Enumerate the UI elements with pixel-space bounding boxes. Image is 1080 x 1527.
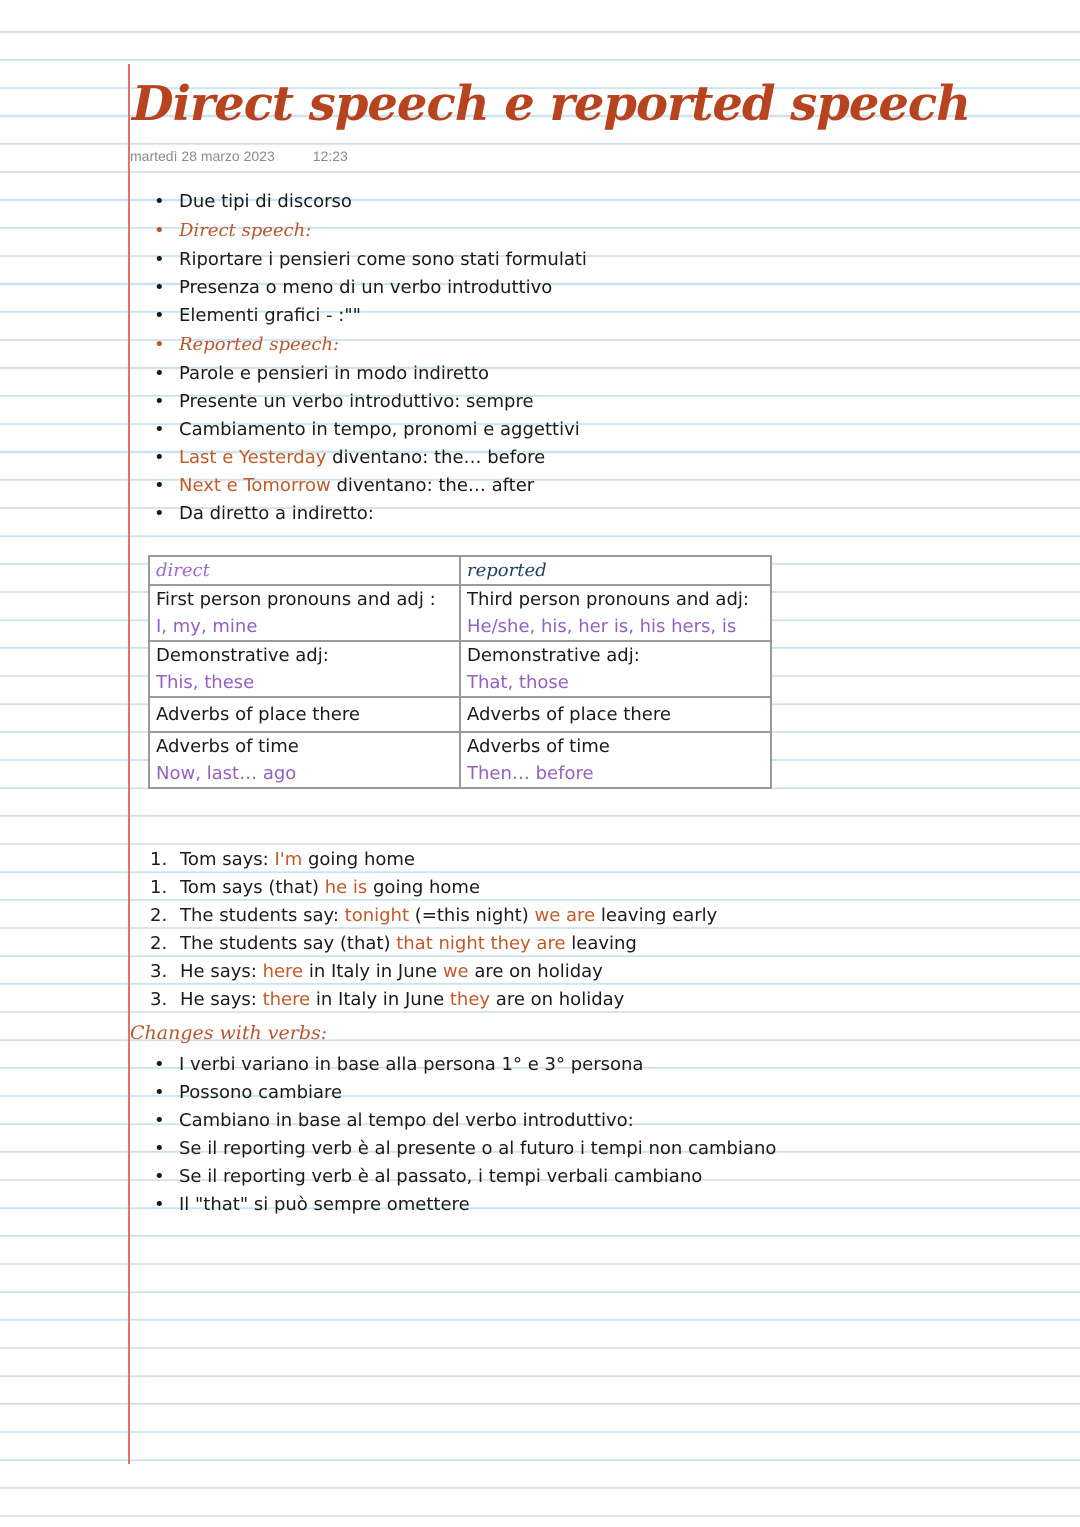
list-item: • Presente un verbo introduttivo: sempre <box>152 388 912 416</box>
list-item: • Riportare i pensieri come sono stati formulati <box>152 246 912 274</box>
example-text: He says: <box>180 989 263 1010</box>
highlighted-text: Last e Yesterday <box>179 447 327 468</box>
example-item <box>150 874 717 902</box>
verbs-bullet-list <box>152 1051 912 1219</box>
example-number: 1. <box>150 877 168 898</box>
table-cell <box>460 732 771 788</box>
table-header-direct: direct <box>149 556 460 585</box>
list-item: • Presenza o meno di un verbo introduttivo <box>152 274 912 302</box>
page-date: martedì 28 marzo 2023 <box>130 148 275 164</box>
list-item: • Due tipi di discorso <box>152 188 912 216</box>
table-cell <box>460 697 771 732</box>
example-text: going home <box>367 877 481 898</box>
section-heading: • Reported speech: <box>152 330 912 360</box>
highlighted-text: that night they are <box>396 933 566 954</box>
list-item: • Elementi grafici - :"" <box>152 302 912 330</box>
example-number: 3. <box>150 961 168 982</box>
example-text: are on holiday <box>490 989 625 1010</box>
cell-example: I, my, mine <box>156 616 258 637</box>
example-text: Tom says (that) <box>180 877 325 898</box>
cell-text: Demonstrative adj: <box>467 645 640 666</box>
example-text: going home <box>302 849 415 870</box>
highlighted-text: tonight <box>344 905 410 926</box>
table-cell <box>149 641 460 697</box>
table-header-reported: reported <box>460 556 771 585</box>
example-number: 2. <box>150 905 168 926</box>
page-time: 12:23 <box>312 148 348 164</box>
table-row <box>149 732 771 788</box>
section-heading: • Direct speech: <box>152 216 912 246</box>
notes-bullet-list <box>152 188 912 528</box>
list-item: • Il "that" si può sempre omettere <box>152 1191 912 1219</box>
highlighted-text: they <box>449 989 491 1010</box>
cell-text: Adverbs of time <box>467 736 610 757</box>
list-item <box>152 444 912 472</box>
example-item <box>150 986 717 1014</box>
example-text: leaving early <box>595 905 718 926</box>
list-item-text: diventano: the… after <box>330 475 535 496</box>
highlighted-text: there <box>262 989 311 1010</box>
list-item: • Se il reporting verb è al passato, i tempi verbali cambiano <box>152 1163 912 1191</box>
cell-example: Then… before <box>467 763 594 784</box>
cell-text: First person pronouns and adj : <box>156 589 436 610</box>
list-item: • Cambiamento in tempo, pronomi e aggettivi <box>152 416 912 444</box>
list-item <box>152 472 912 500</box>
cell-text: Third person pronouns and adj: <box>467 589 749 610</box>
example-text: The students say (that) <box>180 933 397 954</box>
example-text: Tom says: <box>180 849 275 870</box>
verbs-heading: Changes with verbs: <box>130 1022 328 1044</box>
highlighted-text: I'm <box>274 849 303 870</box>
cell-text: Adverbs of time <box>156 736 299 757</box>
table-cell <box>149 697 460 732</box>
highlighted-text: we are <box>534 905 596 926</box>
table-row <box>149 585 771 641</box>
table-cell <box>460 585 771 641</box>
cell-example: This, these <box>156 672 255 693</box>
list-item: • Parole e pensieri in modo indiretto <box>152 360 912 388</box>
highlighted-text: he is <box>324 877 368 898</box>
table-row <box>149 641 771 697</box>
example-text: are on holiday <box>468 961 603 982</box>
example-text: in Italy in June <box>303 961 443 982</box>
example-number: 2. <box>150 933 168 954</box>
highlighted-text: we <box>442 961 469 982</box>
page-timestamp <box>130 148 348 164</box>
table-cell <box>149 585 460 641</box>
cell-example: Now, last… ago <box>156 763 297 784</box>
table-cell <box>149 732 460 788</box>
example-text: in Italy in June <box>310 989 450 1010</box>
list-item: • Se il reporting verb è al presente o al futuro i tempi non cambiano <box>152 1135 912 1163</box>
examples-numbered-list <box>150 846 717 1014</box>
cell-example: He/she, his, her is, his hers, is <box>467 616 737 637</box>
cell-example: That, those <box>467 672 569 693</box>
table-header-row <box>149 556 771 585</box>
list-item-text: diventano: the… before <box>326 447 546 468</box>
example-text: The students say: <box>180 905 345 926</box>
example-item <box>150 958 717 986</box>
list-item: • Da diretto a indiretto: <box>152 500 912 528</box>
example-item <box>150 930 717 958</box>
table-cell <box>460 641 771 697</box>
highlighted-text: here <box>262 961 304 982</box>
page-title: Direct speech e reported speech <box>132 76 971 132</box>
example-item <box>150 902 717 930</box>
list-item: • Possono cambiare <box>152 1079 912 1107</box>
cell-text: Adverbs of place there <box>156 704 360 725</box>
example-number: 1. <box>150 849 168 870</box>
example-item <box>150 846 717 874</box>
direct-reported-table <box>148 555 772 789</box>
example-number: 3. <box>150 989 168 1010</box>
example-text: He says: <box>180 961 263 982</box>
example-text: (=this night) <box>409 905 535 926</box>
list-item: • Cambiano in base al tempo del verbo introduttivo: <box>152 1107 912 1135</box>
cell-text: Adverbs of place there <box>467 704 671 725</box>
table-row <box>149 697 771 732</box>
list-item: • I verbi variano in base alla persona 1° e 3° persona <box>152 1051 912 1079</box>
example-text: leaving <box>565 933 637 954</box>
notebook-margin-line <box>128 64 130 1464</box>
cell-text: Demonstrative adj: <box>156 645 329 666</box>
highlighted-text: Next e Tomorrow <box>179 475 331 496</box>
